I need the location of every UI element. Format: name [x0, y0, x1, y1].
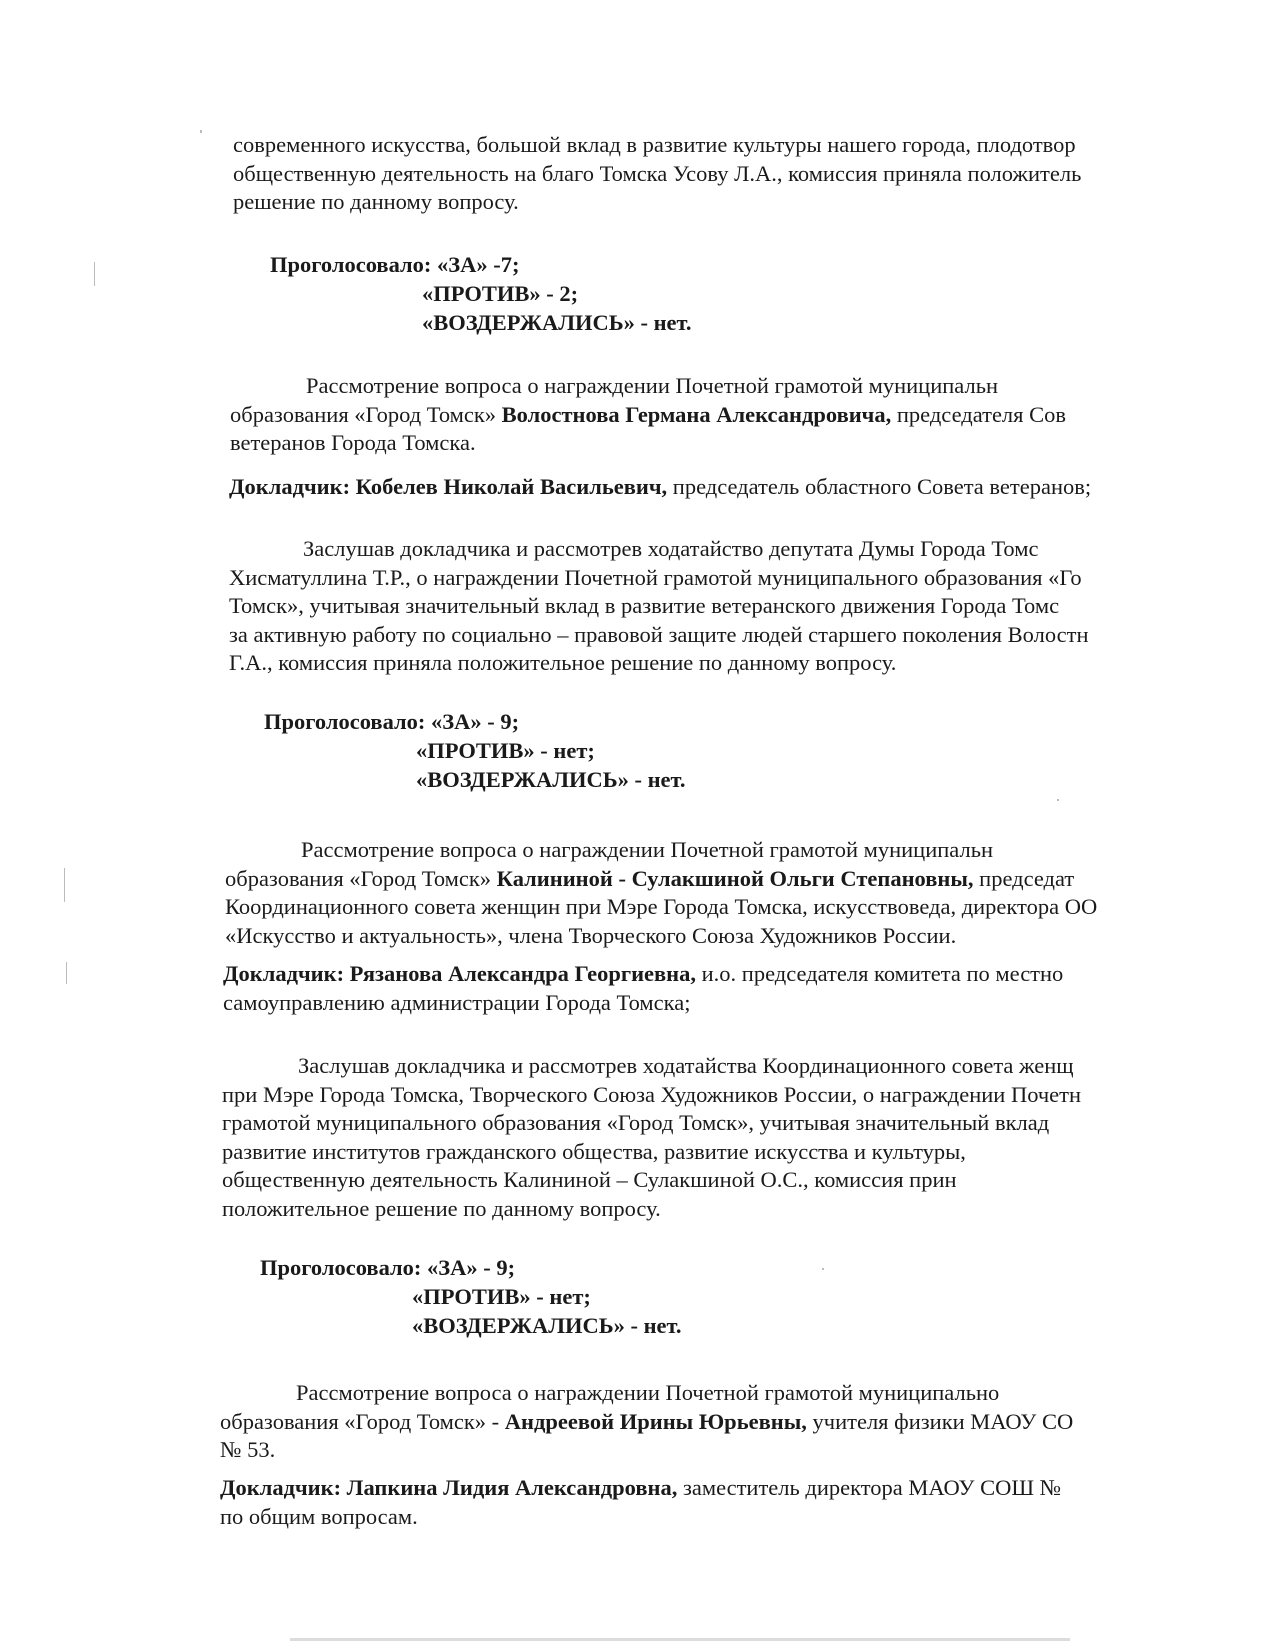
- scan-mark: [64, 868, 65, 902]
- paragraph-line: положительное решение по данному вопросу.: [222, 1195, 661, 1221]
- vote-result-2: [264, 707, 686, 794]
- text: председат: [973, 865, 1075, 891]
- vote-for: Проголосовало: «ЗА» -7;: [270, 252, 520, 277]
- vote-abstain: «ВОЗДЕРЖАЛИСЬ» - нет.: [412, 1313, 682, 1338]
- scan-mark: [290, 1638, 1070, 1641]
- paragraph-line: современного искусства, большой вклад в развитие культуры нашего города, плодотвор: [233, 132, 1076, 157]
- vote-abstain: «ВОЗДЕРЖАЛИСЬ» - нет.: [416, 767, 686, 792]
- paragraph-line: Хисматуллина Т.Р., о награждении Почетной грамотой муниципального образования «Го: [229, 564, 1082, 590]
- paragraph-line: за активную работу по социально – правовой защите людей старшего поколения Волостн: [229, 621, 1089, 647]
- nominee-name: Андреевой Ирины Юрьевны,: [504, 1408, 807, 1434]
- scan-mark: [94, 262, 95, 286]
- paragraph-line: ветеранов Города Томска.: [230, 430, 476, 455]
- vote-result-3: [260, 1253, 682, 1340]
- nominee-name: Калининой - Сулакшиной Ольги Степановны,: [496, 865, 974, 891]
- speaker-role: заместитель директора МАОУ СОШ №: [677, 1475, 1062, 1500]
- speaker-name: Докладчик: Рязанова Александра Георгиевна,: [223, 961, 697, 986]
- paragraph-3: [229, 535, 1275, 678]
- speaker-role: и.о. председателя комитета по местно: [696, 961, 1064, 986]
- paragraph-line: Г.А., комиссия приняла положительное решение по данному вопросу.: [229, 650, 897, 675]
- speaker-line: самоуправлению администрации Города Томска;: [223, 989, 691, 1015]
- paragraph-line: Рассмотрение вопроса о награждении Почетной грамотой муниципально: [296, 1380, 1000, 1405]
- paragraph-line: «Искусство и актуальность», члена Творческого Союза Художников России.: [225, 922, 957, 948]
- scan-mark: [822, 1268, 824, 1270]
- speaker-2: [223, 960, 1275, 1017]
- paragraph-line: общественную деятельность на благо Томска Усову Л.А., комиссия приняла положитель: [233, 160, 1082, 186]
- speaker-name: Докладчик: Лапкина Лидия Александровна,: [220, 1475, 678, 1500]
- paragraph-line: Томск», учитывая значительный вклад в развитие ветеранского движения Города Томс: [229, 593, 1060, 618]
- speaker-line: [223, 960, 1275, 989]
- text: образования «Город Томск»: [225, 865, 497, 891]
- paragraph-line: общественную деятельность Калининой – Сулакшиной О.С., комиссия прин: [222, 1167, 957, 1192]
- paragraph-line: грамотой муниципального образования «Город Томск», учитывая значительный вклад: [222, 1110, 1050, 1135]
- paragraph-line: № 53.: [220, 1437, 276, 1462]
- paragraph-5: [222, 1052, 1275, 1223]
- text: учителя физики МАОУ СО: [806, 1408, 1074, 1434]
- paragraph-1: [233, 131, 1275, 217]
- speaker-line: по общим вопросам.: [220, 1503, 418, 1529]
- paragraph-2: [230, 372, 1275, 458]
- paragraph-line: Рассмотрение вопроса о награждении Почетной грамотой муниципальн: [306, 373, 999, 398]
- paragraph-line: при Мэре Города Томска, Творческого Союза Художников России, о награждении Почетн: [222, 1081, 1082, 1107]
- text: председателя Сов: [891, 401, 1067, 427]
- scan-mark: [1057, 799, 1059, 801]
- vote-for: Проголосовало: «ЗА» - 9;: [260, 1255, 516, 1280]
- scan-mark: [200, 130, 202, 133]
- speaker-line: [220, 1474, 1275, 1503]
- nominee-name: Волостнова Германа Александровича,: [501, 401, 892, 427]
- paragraph-line: [220, 1408, 1275, 1437]
- vote-abstain: «ВОЗДЕРЖАЛИСЬ» - нет.: [422, 310, 692, 335]
- paragraph-line: [230, 401, 1275, 430]
- speaker-role: председатель областного Совета ветеранов;: [667, 474, 1092, 499]
- paragraph-6: [220, 1379, 1275, 1465]
- text: образования «Город Томск» -: [220, 1408, 505, 1434]
- speaker-line: [229, 473, 1275, 502]
- paragraph-line: Заслушав докладчика и рассмотрев ходатайство депутата Думы Города Томс: [303, 536, 1039, 561]
- paragraph-line: решение по данному вопросу.: [233, 189, 519, 214]
- vote-against: «ПРОТИВ» - нет;: [416, 738, 595, 763]
- vote-result-1: [270, 250, 692, 337]
- speaker-3: [220, 1474, 1275, 1531]
- paragraph-4: [225, 836, 1275, 950]
- paragraph-line: [225, 865, 1275, 894]
- vote-against: «ПРОТИВ» - нет;: [412, 1284, 591, 1309]
- paragraph-line: Координационного совета женщин при Мэре Города Томска, искусствоведа, директора ОО: [225, 894, 1098, 919]
- speaker-name: Докладчик: Кобелев Николай Васильевич,: [229, 474, 668, 499]
- speaker-1: [229, 473, 1275, 502]
- vote-against: «ПРОТИВ» - 2;: [422, 281, 579, 306]
- paragraph-line: развитие институтов гражданского общества, развитие искусства и культуры,: [222, 1138, 966, 1164]
- text: образования «Город Томск»: [230, 401, 502, 427]
- paragraph-line: Рассмотрение вопроса о награждении Почетной грамотой муниципальн: [301, 837, 994, 862]
- scan-mark: [66, 962, 67, 984]
- vote-for: Проголосовало: «ЗА» - 9;: [264, 709, 520, 734]
- paragraph-line: Заслушав докладчика и рассмотрев ходатайства Координационного совета женщ: [298, 1053, 1074, 1078]
